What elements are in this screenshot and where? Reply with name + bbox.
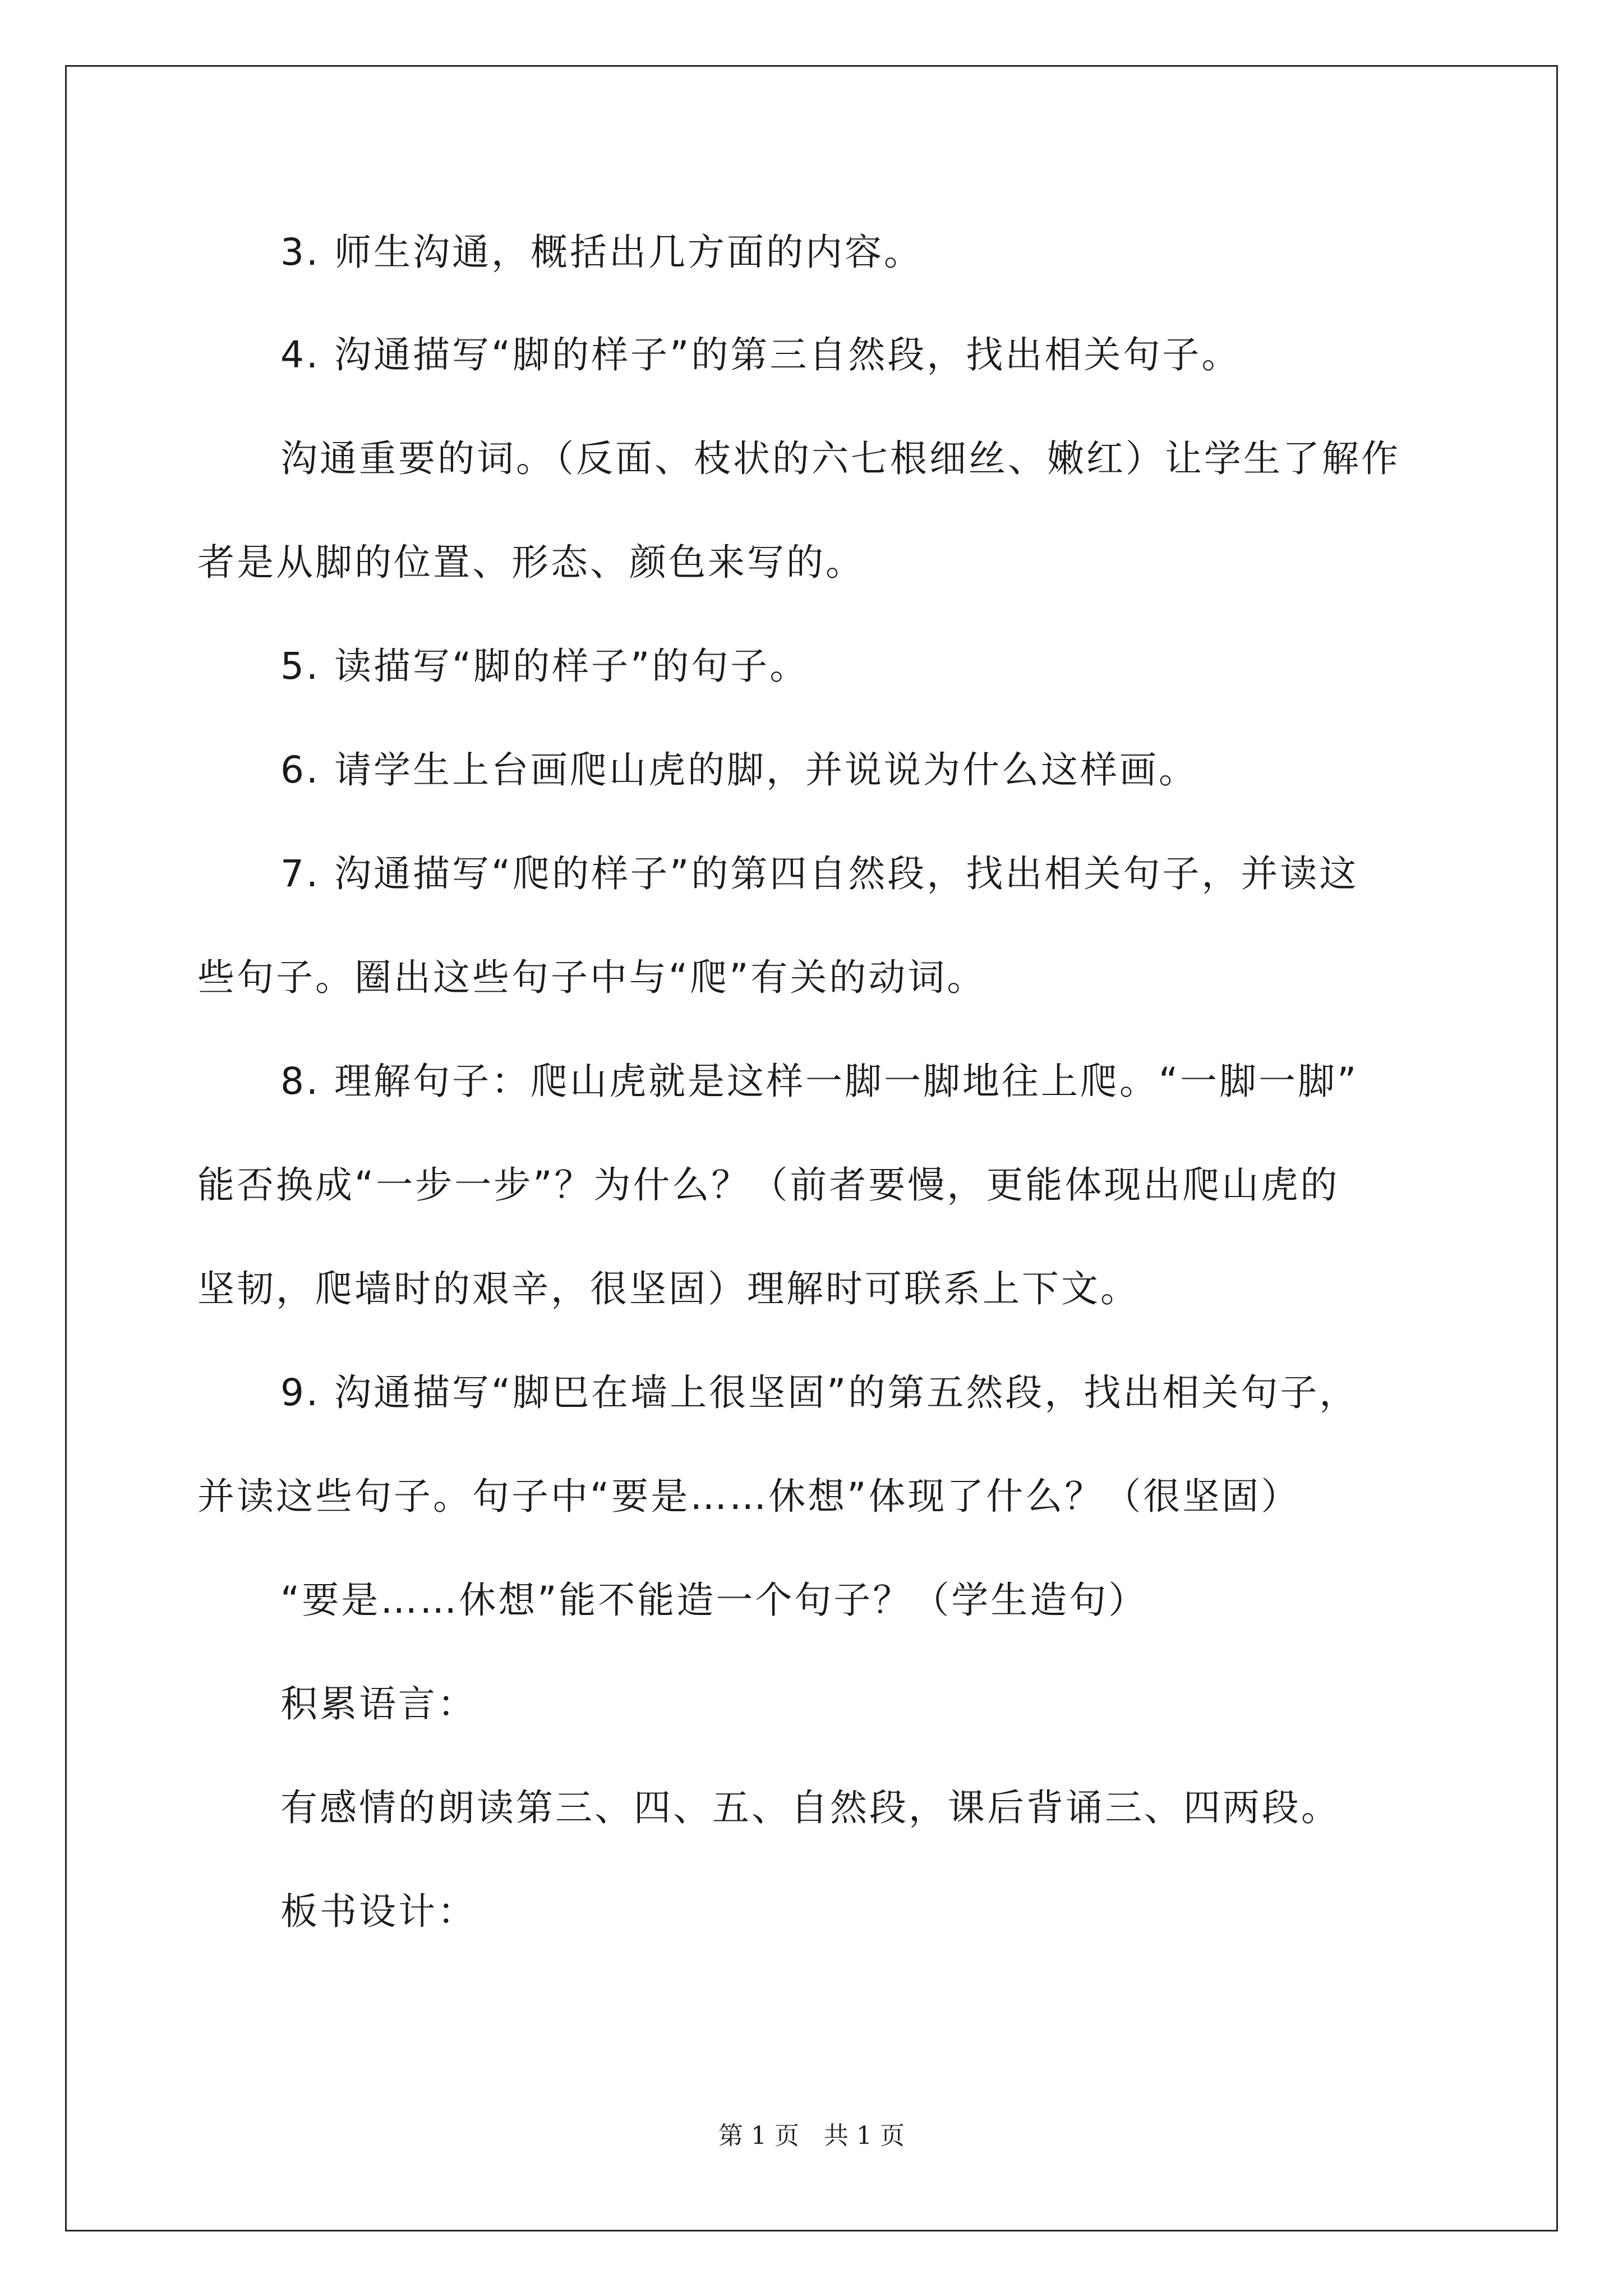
- page-number-footer: 第 1 页 共 1 页: [718, 2122, 905, 2150]
- paragraph-line-4: 者是从脚的位置、形态、颜色来写的。: [197, 541, 865, 584]
- paragraph-line-17: 板书设计：: [280, 1890, 477, 1933]
- paragraph-line-9: 8. 理解句子：爬山虎就是这样一脚一脚地往上爬。“一脚一脚”: [280, 1060, 1359, 1103]
- paragraph-line-6: 6. 请学生上台画爬山虎的脚，并说说为什么这样画。: [280, 748, 1198, 792]
- paragraph-line-2: 4. 沟通描写“脚的样子”的第三自然段，找出相关句子。: [280, 333, 1241, 376]
- paragraph-line-10: 能否换成“一步一步”？为什么？（前者要慢，更能体现出爬山虎的: [197, 1163, 1340, 1207]
- paragraph-line-8: 些句子。圈出这些句子中与“爬”有关的动词。: [197, 956, 986, 999]
- paragraph-line-14: “要是……休想”能不能造一个句子？（学生造句）: [280, 1579, 1148, 1622]
- paragraph-line-12: 9. 沟通描写“脚巴在墙上很坚固”的第五然段，找出相关句子，: [280, 1371, 1359, 1414]
- paragraph-line-7: 7. 沟通描写“爬的样子”的第四自然段，找出相关句子，并读这: [280, 852, 1359, 895]
- paragraph-line-11: 坚韧，爬墙时的艰辛，很坚固）理解时可联系上下文。: [197, 1267, 1140, 1310]
- paragraph-line-5: 5. 读描写“脚的样子”的句子。: [280, 645, 809, 688]
- paragraph-line-16: 有感情的朗读第三、四、五、自然段，课后背诵三、四两段。: [280, 1786, 1340, 1829]
- paragraph-line-1: 3. 师生沟通，概括出几方面的内容。: [280, 231, 923, 274]
- paragraph-line-15: 积累语言：: [280, 1682, 477, 1726]
- paragraph-line-13: 并读这些句子。句子中“要是……休想”体现了什么？（很坚固）: [197, 1475, 1301, 1518]
- paragraph-line-3: 沟通重要的词。（反面、枝状的六七根细丝、嫩红）让学生了解作: [280, 437, 1400, 480]
